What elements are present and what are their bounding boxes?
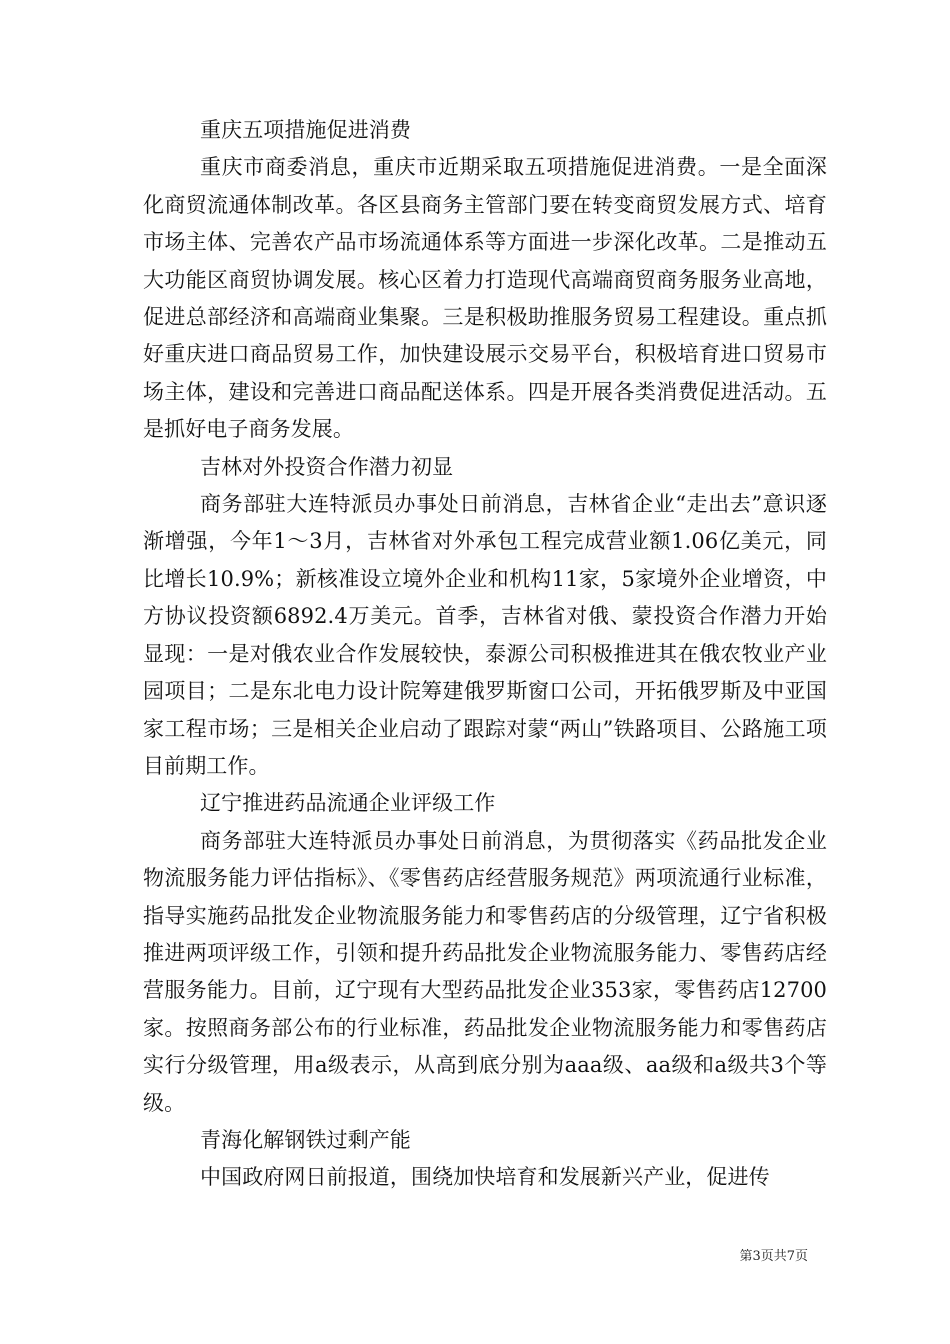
section-heading-qinghai: 青海化解钢铁过剩产能 (200, 1127, 411, 1152)
page-number: 第3页共7页 (739, 1249, 808, 1264)
section-body-qinghai: 中国政府网日前报道，围绕加快培育和发展新兴产业，促进传 (200, 1165, 770, 1190)
section-heading-jilin: 吉林对外投资合作潜力初显 (200, 454, 454, 479)
section-body-chongqing: 重庆市商委消息，重庆市近期采取五项措施促进消费。一是全面深化商贸流通体制改革。各区县商务主管部门要在转变商贸发展方式、培育市场主体、完善农产品市场流通体系等方面进一步深化改革。二是推动五大功能区商贸协调发展。核心区着力打造现代高端商贸商务服务业高地，促进总部经济和高端商业集聚。三是积极助推服务贸易工程建设。重点抓好重庆进口商品贸易工作，加快建设展示交易平台，积极培育进口贸易市场主体，建设和完善进口商品配送体系。四是开展各类消费促进活动。五是抓好电子商务发展。 (143, 155, 827, 442)
section-heading-chongqing: 重庆五项措施促进消费 (200, 118, 411, 142)
section-heading-liaoning: 辽宁推进药品流通企业评级工作 (200, 791, 496, 816)
section-body-jilin: 商务部驻大连特派员办事处日前消息，吉林省企业“走出去”意识逐渐增强，今年1～3月，吉林省对外承包工程完成营业额1.06亿美元，同比增长10.9%；新核准设立境外企业和机构11家，5家境外企业增资，中方协议投资额6892.4万美元。首季，吉林省对俄、蒙投资合作潜力开始显现：一是对俄农业合作发展较快，泰源公司积极推进其在俄农牧业产业园项目；二是东北电力设计院筹建俄罗斯窗口公司，开拓俄罗斯及中亚国家工程市场；三是相关企业启动了跟踪对蒙“两山”铁路项目、公路施工项目前期工作。 (143, 492, 827, 778)
section-body-liaoning: 商务部驻大连特派员办事处日前消息，为贯彻落实《药品批发企业物流服务能力评估指标》、《零售药店经营服务规范》两项流通行业标准，指导实施药品批发企业物流服务能力和零售药店的分级管理，辽宁省积极推进两项评级工作，引领和提升药品批发企业物流服务能力、零售药店经营服务能力。目前，辽宁现有大型药品批发企业353家，零售药店12700家。按照商务部公布的行业标准，药品批发企业物流服务能力和零售药店实行分级管理，用a级表示，从高到底分别为aaa级、aa级和a级共3个等级。 (143, 828, 827, 1115)
article-body (143, 112, 827, 1197)
